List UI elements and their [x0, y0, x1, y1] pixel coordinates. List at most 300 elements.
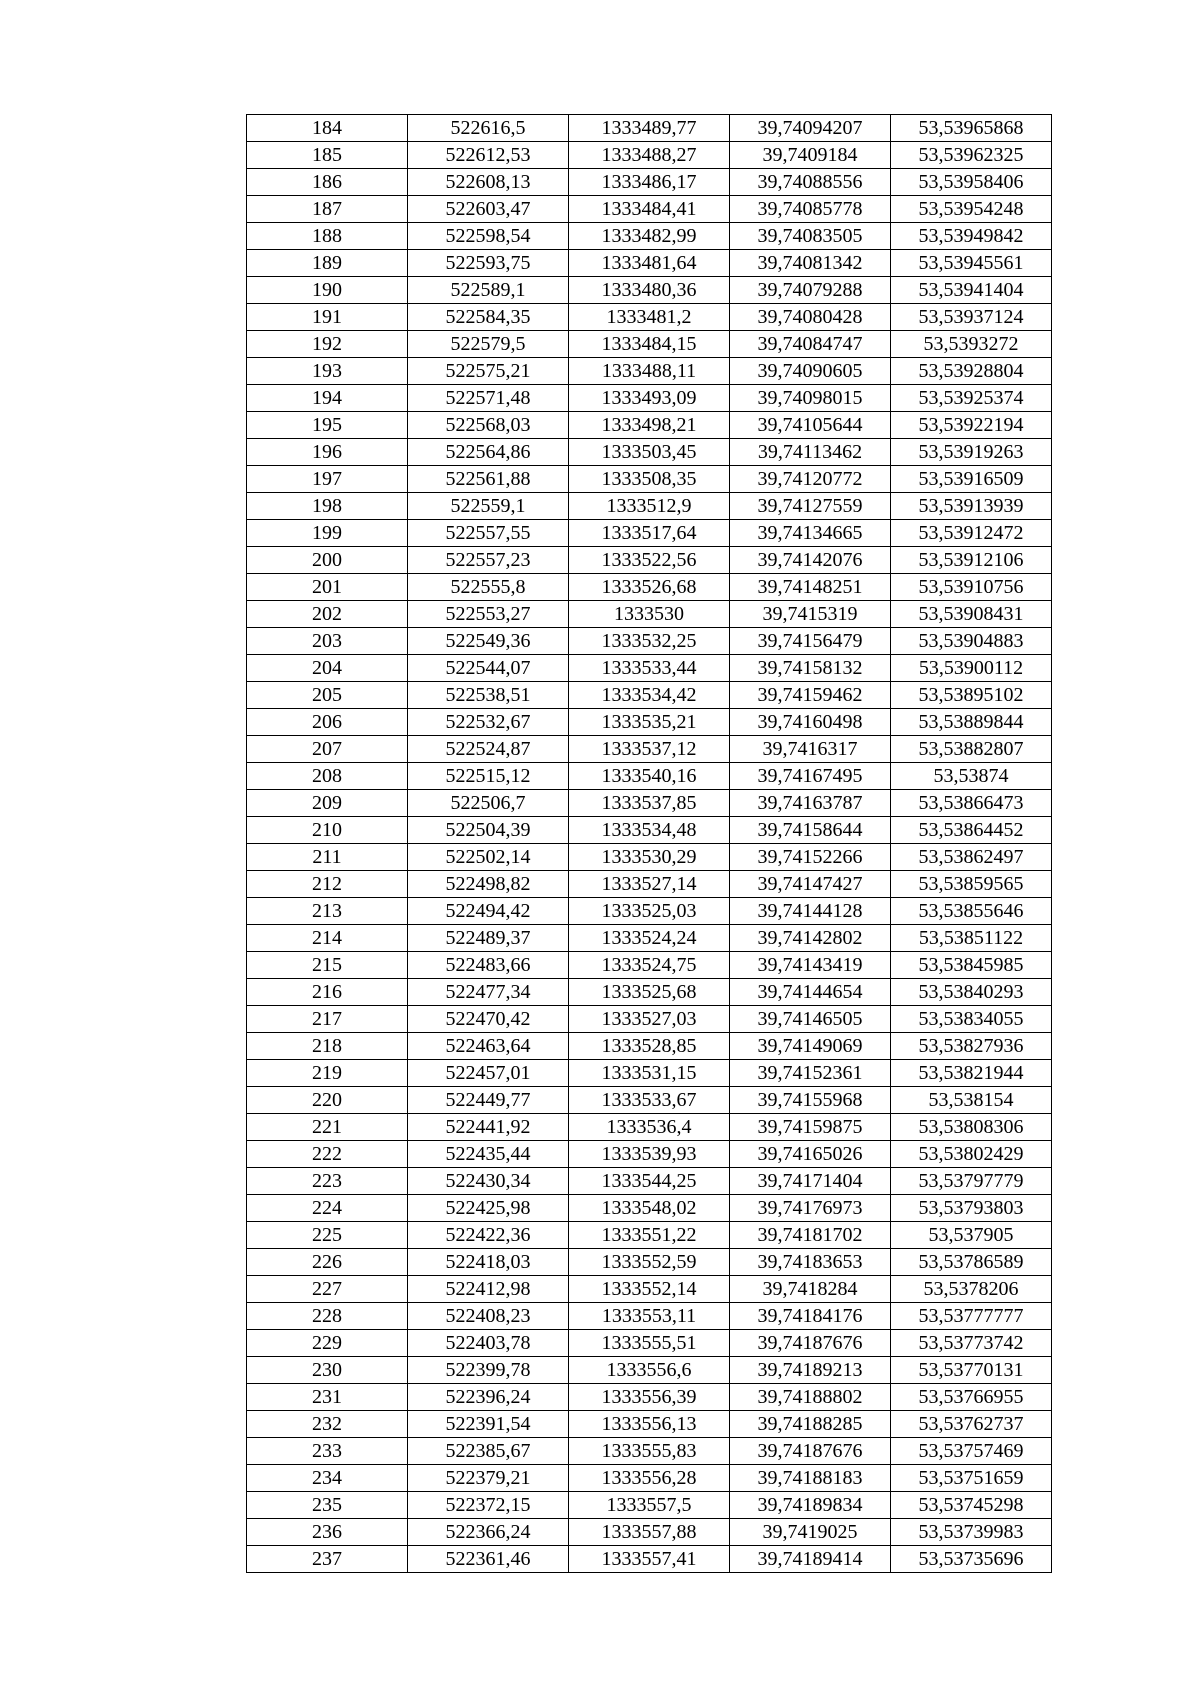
x-coordinate-cell: 522549,36	[408, 628, 569, 655]
point-number-cell: 231	[247, 1384, 408, 1411]
longitude-cell: 39,74171404	[730, 1168, 891, 1195]
point-number-cell: 189	[247, 250, 408, 277]
table-row	[247, 223, 1052, 250]
y-coordinate-cell: 1333555,51	[569, 1330, 730, 1357]
point-number-cell: 230	[247, 1357, 408, 1384]
x-coordinate-cell: 522463,64	[408, 1033, 569, 1060]
y-coordinate-cell: 1333531,15	[569, 1060, 730, 1087]
y-coordinate-cell: 1333524,24	[569, 925, 730, 952]
x-coordinate-cell: 522449,77	[408, 1087, 569, 1114]
longitude-cell: 39,74163787	[730, 790, 891, 817]
coordinates-table	[246, 114, 1052, 1573]
table-row	[247, 709, 1052, 736]
point-number-cell: 236	[247, 1519, 408, 1546]
longitude-cell: 39,74158644	[730, 817, 891, 844]
latitude-cell: 53,53941404	[891, 277, 1052, 304]
latitude-cell: 53,53808306	[891, 1114, 1052, 1141]
table-row	[247, 898, 1052, 925]
latitude-cell: 53,53958406	[891, 169, 1052, 196]
longitude-cell: 39,7415319	[730, 601, 891, 628]
longitude-cell: 39,74090605	[730, 358, 891, 385]
longitude-cell: 39,74113462	[730, 439, 891, 466]
x-coordinate-cell: 522403,78	[408, 1330, 569, 1357]
y-coordinate-cell: 1333556,13	[569, 1411, 730, 1438]
y-coordinate-cell: 1333534,42	[569, 682, 730, 709]
table-row	[247, 1087, 1052, 1114]
point-number-cell: 232	[247, 1411, 408, 1438]
x-coordinate-cell: 522557,23	[408, 547, 569, 574]
latitude-cell: 53,53735696	[891, 1546, 1052, 1573]
x-coordinate-cell: 522579,5	[408, 331, 569, 358]
longitude-cell: 39,74120772	[730, 466, 891, 493]
table-row	[247, 1519, 1052, 1546]
table-row	[247, 601, 1052, 628]
y-coordinate-cell: 1333557,5	[569, 1492, 730, 1519]
latitude-cell: 53,53912106	[891, 547, 1052, 574]
x-coordinate-cell: 522412,98	[408, 1276, 569, 1303]
longitude-cell: 39,74187676	[730, 1438, 891, 1465]
point-number-cell: 205	[247, 682, 408, 709]
x-coordinate-cell: 522616,5	[408, 115, 569, 142]
point-number-cell: 234	[247, 1465, 408, 1492]
latitude-cell: 53,53757469	[891, 1438, 1052, 1465]
longitude-cell: 39,74084747	[730, 331, 891, 358]
latitude-cell: 53,53889844	[891, 709, 1052, 736]
x-coordinate-cell: 522571,48	[408, 385, 569, 412]
latitude-cell: 53,53910756	[891, 574, 1052, 601]
latitude-cell: 53,53851122	[891, 925, 1052, 952]
latitude-cell: 53,5393272	[891, 331, 1052, 358]
point-number-cell: 235	[247, 1492, 408, 1519]
x-coordinate-cell: 522555,8	[408, 574, 569, 601]
table-row	[247, 979, 1052, 1006]
table-row	[247, 277, 1052, 304]
longitude-cell: 39,74183653	[730, 1249, 891, 1276]
point-number-cell: 190	[247, 277, 408, 304]
y-coordinate-cell: 1333556,39	[569, 1384, 730, 1411]
latitude-cell: 53,53745298	[891, 1492, 1052, 1519]
y-coordinate-cell: 1333533,67	[569, 1087, 730, 1114]
point-number-cell: 199	[247, 520, 408, 547]
latitude-cell: 53,53866473	[891, 790, 1052, 817]
longitude-cell: 39,74142802	[730, 925, 891, 952]
table-row	[247, 520, 1052, 547]
longitude-cell: 39,7419025	[730, 1519, 891, 1546]
table-row	[247, 871, 1052, 898]
y-coordinate-cell: 1333535,21	[569, 709, 730, 736]
longitude-cell: 39,74149069	[730, 1033, 891, 1060]
point-number-cell: 207	[247, 736, 408, 763]
x-coordinate-cell: 522483,66	[408, 952, 569, 979]
point-number-cell: 208	[247, 763, 408, 790]
point-number-cell: 184	[247, 115, 408, 142]
table-row	[247, 1438, 1052, 1465]
latitude-cell: 53,538154	[891, 1087, 1052, 1114]
table-row	[247, 736, 1052, 763]
x-coordinate-cell: 522559,1	[408, 493, 569, 520]
longitude-cell: 39,74189414	[730, 1546, 891, 1573]
longitude-cell: 39,74144654	[730, 979, 891, 1006]
latitude-cell: 53,53827936	[891, 1033, 1052, 1060]
table-row	[247, 547, 1052, 574]
longitude-cell: 39,7418284	[730, 1276, 891, 1303]
latitude-cell: 53,53908431	[891, 601, 1052, 628]
longitude-cell: 39,74167495	[730, 763, 891, 790]
longitude-cell: 39,74079288	[730, 277, 891, 304]
longitude-cell: 39,74094207	[730, 115, 891, 142]
x-coordinate-cell: 522372,15	[408, 1492, 569, 1519]
table-row	[247, 763, 1052, 790]
point-number-cell: 191	[247, 304, 408, 331]
x-coordinate-cell: 522425,98	[408, 1195, 569, 1222]
y-coordinate-cell: 1333522,56	[569, 547, 730, 574]
longitude-cell: 39,74088556	[730, 169, 891, 196]
point-number-cell: 225	[247, 1222, 408, 1249]
x-coordinate-cell: 522494,42	[408, 898, 569, 925]
x-coordinate-cell: 522593,75	[408, 250, 569, 277]
longitude-cell: 39,74187676	[730, 1330, 891, 1357]
point-number-cell: 218	[247, 1033, 408, 1060]
table-row	[247, 574, 1052, 601]
y-coordinate-cell: 1333524,75	[569, 952, 730, 979]
y-coordinate-cell: 1333498,21	[569, 412, 730, 439]
y-coordinate-cell: 1333556,6	[569, 1357, 730, 1384]
latitude-cell: 53,53777777	[891, 1303, 1052, 1330]
latitude-cell: 53,53954248	[891, 196, 1052, 223]
x-coordinate-cell: 522470,42	[408, 1006, 569, 1033]
latitude-cell: 53,53786589	[891, 1249, 1052, 1276]
table-row	[247, 1411, 1052, 1438]
y-coordinate-cell: 1333530	[569, 601, 730, 628]
latitude-cell: 53,53751659	[891, 1465, 1052, 1492]
point-number-cell: 188	[247, 223, 408, 250]
longitude-cell: 39,74080428	[730, 304, 891, 331]
latitude-cell: 53,53821944	[891, 1060, 1052, 1087]
table-row	[247, 655, 1052, 682]
point-number-cell: 221	[247, 1114, 408, 1141]
latitude-cell: 53,53773742	[891, 1330, 1052, 1357]
longitude-cell: 39,74085778	[730, 196, 891, 223]
y-coordinate-cell: 1333527,03	[569, 1006, 730, 1033]
table-row	[247, 385, 1052, 412]
longitude-cell: 39,74127559	[730, 493, 891, 520]
x-coordinate-cell: 522544,07	[408, 655, 569, 682]
y-coordinate-cell: 1333537,12	[569, 736, 730, 763]
point-number-cell: 217	[247, 1006, 408, 1033]
latitude-cell: 53,53882807	[891, 736, 1052, 763]
point-number-cell: 206	[247, 709, 408, 736]
y-coordinate-cell: 1333544,25	[569, 1168, 730, 1195]
x-coordinate-cell: 522598,54	[408, 223, 569, 250]
table-row	[247, 1033, 1052, 1060]
point-number-cell: 210	[247, 817, 408, 844]
latitude-cell: 53,53895102	[891, 682, 1052, 709]
x-coordinate-cell: 522589,1	[408, 277, 569, 304]
longitude-cell: 39,74146505	[730, 1006, 891, 1033]
table-row	[247, 412, 1052, 439]
y-coordinate-cell: 1333484,41	[569, 196, 730, 223]
longitude-cell: 39,74184176	[730, 1303, 891, 1330]
table-row	[247, 1276, 1052, 1303]
y-coordinate-cell: 1333533,44	[569, 655, 730, 682]
longitude-cell: 39,7416317	[730, 736, 891, 763]
latitude-cell: 53,5378206	[891, 1276, 1052, 1303]
longitude-cell: 39,74188183	[730, 1465, 891, 1492]
latitude-cell: 53,53965868	[891, 115, 1052, 142]
y-coordinate-cell: 1333536,4	[569, 1114, 730, 1141]
table-row	[247, 493, 1052, 520]
point-number-cell: 223	[247, 1168, 408, 1195]
x-coordinate-cell: 522568,03	[408, 412, 569, 439]
table-row	[247, 196, 1052, 223]
y-coordinate-cell: 1333526,68	[569, 574, 730, 601]
y-coordinate-cell: 1333482,99	[569, 223, 730, 250]
x-coordinate-cell: 522603,47	[408, 196, 569, 223]
table-row	[247, 331, 1052, 358]
x-coordinate-cell: 522477,34	[408, 979, 569, 1006]
table-row	[247, 1357, 1052, 1384]
x-coordinate-cell: 522366,24	[408, 1519, 569, 1546]
y-coordinate-cell: 1333551,22	[569, 1222, 730, 1249]
y-coordinate-cell: 1333548,02	[569, 1195, 730, 1222]
point-number-cell: 219	[247, 1060, 408, 1087]
longitude-cell: 39,7409184	[730, 142, 891, 169]
longitude-cell: 39,74152266	[730, 844, 891, 871]
y-coordinate-cell: 1333537,85	[569, 790, 730, 817]
point-number-cell: 203	[247, 628, 408, 655]
point-number-cell: 195	[247, 412, 408, 439]
x-coordinate-cell: 522515,12	[408, 763, 569, 790]
point-number-cell: 201	[247, 574, 408, 601]
y-coordinate-cell: 1333530,29	[569, 844, 730, 871]
point-number-cell: 186	[247, 169, 408, 196]
table-row	[247, 628, 1052, 655]
latitude-cell: 53,53834055	[891, 1006, 1052, 1033]
latitude-cell: 53,537905	[891, 1222, 1052, 1249]
point-number-cell: 204	[247, 655, 408, 682]
y-coordinate-cell: 1333489,77	[569, 115, 730, 142]
x-coordinate-cell: 522532,67	[408, 709, 569, 736]
table-row	[247, 682, 1052, 709]
table-row	[247, 466, 1052, 493]
point-number-cell: 198	[247, 493, 408, 520]
table-row	[247, 115, 1052, 142]
coordinates-table-body	[247, 115, 1052, 1573]
latitude-cell: 53,53925374	[891, 385, 1052, 412]
y-coordinate-cell: 1333481,64	[569, 250, 730, 277]
y-coordinate-cell: 1333525,03	[569, 898, 730, 925]
point-number-cell: 200	[247, 547, 408, 574]
x-coordinate-cell: 522418,03	[408, 1249, 569, 1276]
x-coordinate-cell: 522557,55	[408, 520, 569, 547]
x-coordinate-cell: 522441,92	[408, 1114, 569, 1141]
table-row	[247, 1249, 1052, 1276]
table-row	[247, 817, 1052, 844]
y-coordinate-cell: 1333525,68	[569, 979, 730, 1006]
table-row	[247, 1060, 1052, 1087]
y-coordinate-cell: 1333534,48	[569, 817, 730, 844]
y-coordinate-cell: 1333528,85	[569, 1033, 730, 1060]
latitude-cell: 53,53766955	[891, 1384, 1052, 1411]
x-coordinate-cell: 522502,14	[408, 844, 569, 871]
y-coordinate-cell: 1333488,27	[569, 142, 730, 169]
x-coordinate-cell: 522361,46	[408, 1546, 569, 1573]
y-coordinate-cell: 1333517,64	[569, 520, 730, 547]
latitude-cell: 53,53928804	[891, 358, 1052, 385]
table-row	[247, 1384, 1052, 1411]
latitude-cell: 53,53770131	[891, 1357, 1052, 1384]
y-coordinate-cell: 1333539,93	[569, 1141, 730, 1168]
y-coordinate-cell: 1333527,14	[569, 871, 730, 898]
point-number-cell: 194	[247, 385, 408, 412]
table-row	[247, 439, 1052, 466]
y-coordinate-cell: 1333508,35	[569, 466, 730, 493]
x-coordinate-cell: 522379,21	[408, 1465, 569, 1492]
point-number-cell: 233	[247, 1438, 408, 1465]
x-coordinate-cell: 522561,88	[408, 466, 569, 493]
y-coordinate-cell: 1333556,28	[569, 1465, 730, 1492]
latitude-cell: 53,53840293	[891, 979, 1052, 1006]
latitude-cell: 53,53862497	[891, 844, 1052, 871]
longitude-cell: 39,74188802	[730, 1384, 891, 1411]
table-row	[247, 169, 1052, 196]
y-coordinate-cell: 1333552,59	[569, 1249, 730, 1276]
longitude-cell: 39,74081342	[730, 250, 891, 277]
y-coordinate-cell: 1333532,25	[569, 628, 730, 655]
longitude-cell: 39,74159875	[730, 1114, 891, 1141]
longitude-cell: 39,74083505	[730, 223, 891, 250]
longitude-cell: 39,74148251	[730, 574, 891, 601]
x-coordinate-cell: 522498,82	[408, 871, 569, 898]
longitude-cell: 39,74159462	[730, 682, 891, 709]
longitude-cell: 39,74181702	[730, 1222, 891, 1249]
latitude-cell: 53,53802429	[891, 1141, 1052, 1168]
longitude-cell: 39,74158132	[730, 655, 891, 682]
latitude-cell: 53,53912472	[891, 520, 1052, 547]
point-number-cell: 187	[247, 196, 408, 223]
x-coordinate-cell: 522612,53	[408, 142, 569, 169]
y-coordinate-cell: 1333552,14	[569, 1276, 730, 1303]
table-row	[247, 952, 1052, 979]
x-coordinate-cell: 522564,86	[408, 439, 569, 466]
latitude-cell: 53,53739983	[891, 1519, 1052, 1546]
y-coordinate-cell: 1333512,9	[569, 493, 730, 520]
longitude-cell: 39,74152361	[730, 1060, 891, 1087]
table-row	[247, 790, 1052, 817]
point-number-cell: 214	[247, 925, 408, 952]
x-coordinate-cell: 522396,24	[408, 1384, 569, 1411]
latitude-cell: 53,53937124	[891, 304, 1052, 331]
table-row	[247, 1492, 1052, 1519]
table-row	[247, 1195, 1052, 1222]
y-coordinate-cell: 1333481,2	[569, 304, 730, 331]
longitude-cell: 39,74160498	[730, 709, 891, 736]
table-row	[247, 358, 1052, 385]
latitude-cell: 53,53845985	[891, 952, 1052, 979]
longitude-cell: 39,74105644	[730, 412, 891, 439]
x-coordinate-cell: 522385,67	[408, 1438, 569, 1465]
x-coordinate-cell: 522584,35	[408, 304, 569, 331]
table-row	[247, 844, 1052, 871]
longitude-cell: 39,74155968	[730, 1087, 891, 1114]
table-row	[247, 1222, 1052, 1249]
table-row	[247, 142, 1052, 169]
latitude-cell: 53,53793803	[891, 1195, 1052, 1222]
x-coordinate-cell: 522430,34	[408, 1168, 569, 1195]
x-coordinate-cell: 522504,39	[408, 817, 569, 844]
latitude-cell: 53,53874	[891, 763, 1052, 790]
latitude-cell: 53,53913939	[891, 493, 1052, 520]
latitude-cell: 53,53945561	[891, 250, 1052, 277]
table-row	[247, 1114, 1052, 1141]
longitude-cell: 39,74188285	[730, 1411, 891, 1438]
y-coordinate-cell: 1333503,45	[569, 439, 730, 466]
y-coordinate-cell: 1333493,09	[569, 385, 730, 412]
x-coordinate-cell: 522538,51	[408, 682, 569, 709]
x-coordinate-cell: 522575,21	[408, 358, 569, 385]
point-number-cell: 209	[247, 790, 408, 817]
longitude-cell: 39,74147427	[730, 871, 891, 898]
longitude-cell: 39,74165026	[730, 1141, 891, 1168]
table-row	[247, 925, 1052, 952]
point-number-cell: 202	[247, 601, 408, 628]
x-coordinate-cell: 522408,23	[408, 1303, 569, 1330]
latitude-cell: 53,53859565	[891, 871, 1052, 898]
longitude-cell: 39,74176973	[730, 1195, 891, 1222]
point-number-cell: 228	[247, 1303, 408, 1330]
table-row	[247, 304, 1052, 331]
point-number-cell: 192	[247, 331, 408, 358]
table-row	[247, 1330, 1052, 1357]
y-coordinate-cell: 1333484,15	[569, 331, 730, 358]
y-coordinate-cell: 1333557,41	[569, 1546, 730, 1573]
point-number-cell: 196	[247, 439, 408, 466]
latitude-cell: 53,53762737	[891, 1411, 1052, 1438]
longitude-cell: 39,74144128	[730, 898, 891, 925]
table-row	[247, 1168, 1052, 1195]
point-number-cell: 211	[247, 844, 408, 871]
latitude-cell: 53,53855646	[891, 898, 1052, 925]
table-row	[247, 250, 1052, 277]
longitude-cell: 39,74143419	[730, 952, 891, 979]
point-number-cell: 212	[247, 871, 408, 898]
point-number-cell: 237	[247, 1546, 408, 1573]
latitude-cell: 53,53797779	[891, 1168, 1052, 1195]
y-coordinate-cell: 1333557,88	[569, 1519, 730, 1546]
x-coordinate-cell: 522524,87	[408, 736, 569, 763]
latitude-cell: 53,53922194	[891, 412, 1052, 439]
point-number-cell: 227	[247, 1276, 408, 1303]
longitude-cell: 39,74156479	[730, 628, 891, 655]
point-number-cell: 185	[247, 142, 408, 169]
x-coordinate-cell: 522399,78	[408, 1357, 569, 1384]
y-coordinate-cell: 1333488,11	[569, 358, 730, 385]
y-coordinate-cell: 1333540,16	[569, 763, 730, 790]
latitude-cell: 53,53916509	[891, 466, 1052, 493]
table-row	[247, 1303, 1052, 1330]
point-number-cell: 193	[247, 358, 408, 385]
point-number-cell: 213	[247, 898, 408, 925]
x-coordinate-cell: 522391,54	[408, 1411, 569, 1438]
point-number-cell: 222	[247, 1141, 408, 1168]
latitude-cell: 53,53904883	[891, 628, 1052, 655]
x-coordinate-cell: 522435,44	[408, 1141, 569, 1168]
y-coordinate-cell: 1333555,83	[569, 1438, 730, 1465]
latitude-cell: 53,53864452	[891, 817, 1052, 844]
x-coordinate-cell: 522422,36	[408, 1222, 569, 1249]
table-row	[247, 1465, 1052, 1492]
point-number-cell: 229	[247, 1330, 408, 1357]
